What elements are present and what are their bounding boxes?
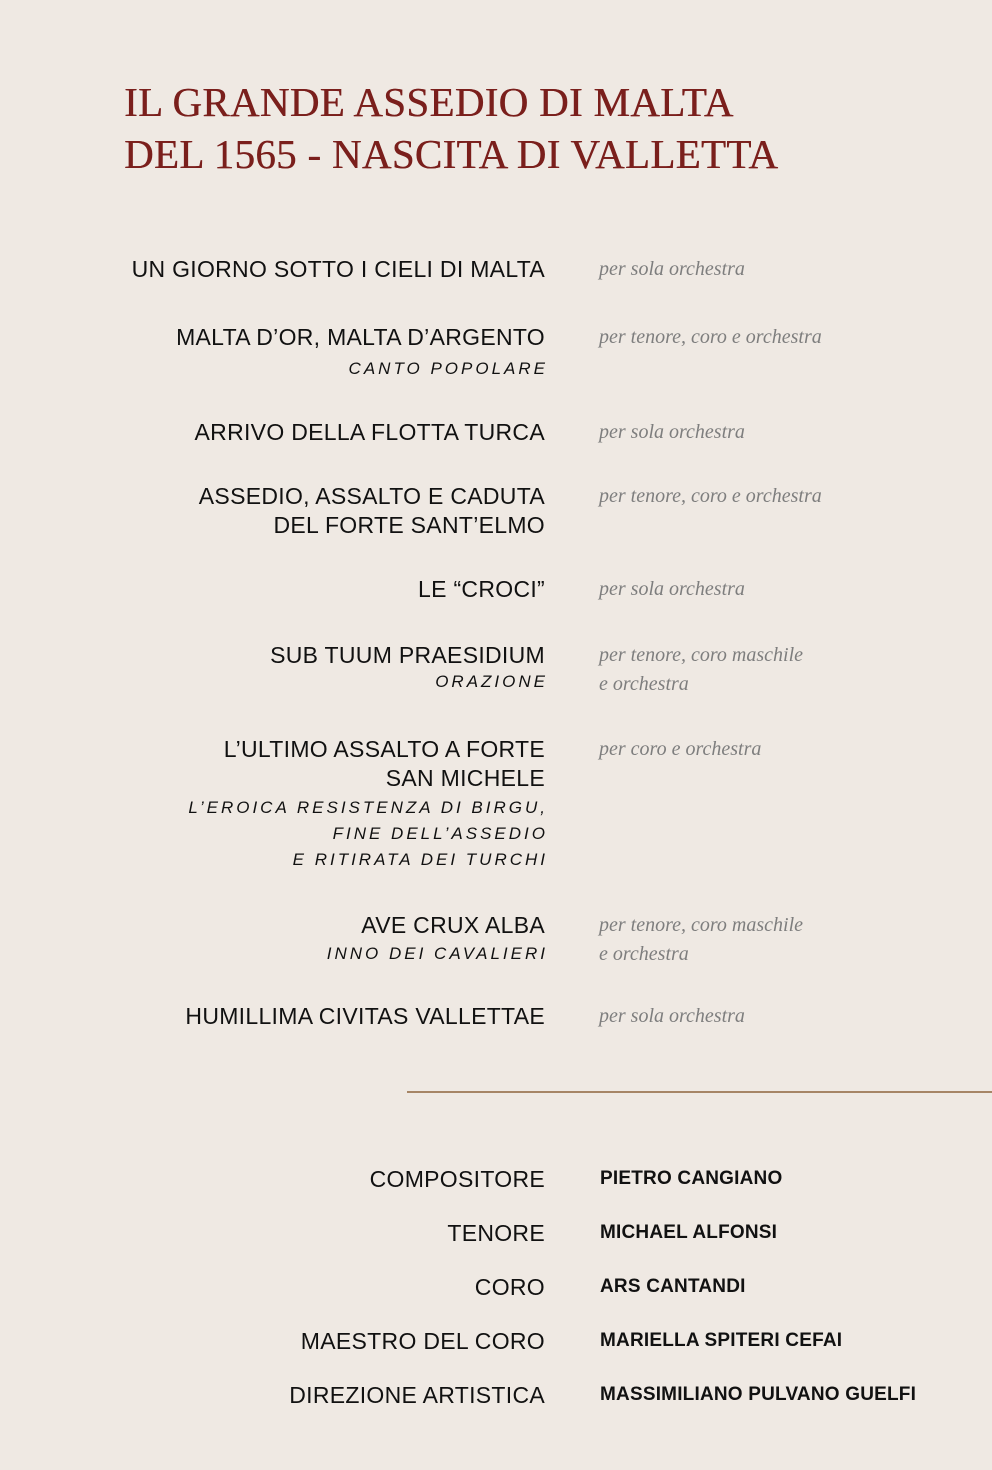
- credit-person: MICHAEL ALFONSI: [600, 1222, 778, 1243]
- piece-subtitle: CANTO POPOLARE: [348, 359, 548, 378]
- instrumentation: per sola orchestra: [599, 421, 745, 443]
- instrumentation: per tenore, coro e orchestra: [599, 326, 822, 348]
- piece-title-line: L’ULTIMO ASSALTO A FORTE: [223, 736, 545, 762]
- piece-subtitle-line: FINE DELL’ASSEDIO: [332, 824, 548, 843]
- piece-title-line: ASSEDIO, ASSALTO E CADUTA: [198, 483, 545, 509]
- section-divider: [407, 1091, 992, 1093]
- piece-title-line: SAN MICHELE: [385, 765, 545, 791]
- credit-person: MARIELLA SPITERI CEFAI: [600, 1330, 843, 1351]
- credit-role: TENORE: [447, 1220, 545, 1246]
- instrumentation: per sola orchestra: [599, 258, 745, 280]
- instrumentation-line: per tenore, coro maschile: [599, 644, 804, 666]
- piece-title: LE “CROCI”: [418, 576, 545, 602]
- credit-person: PIETRO CANGIANO: [600, 1168, 783, 1189]
- title-line-1: IL GRANDE ASSEDIO DI MALTA: [124, 79, 734, 125]
- piece-title: HUMILLIMA CIVITAS VALLETTAE: [185, 1003, 545, 1029]
- piece-title: AVE CRUX ALBA: [361, 912, 545, 938]
- credit-person: MASSIMILIANO PULVANO GUELFI: [600, 1384, 917, 1405]
- instrumentation-line: per tenore, coro maschile: [599, 914, 804, 936]
- credit-role: MAESTRO DEL CORO: [300, 1328, 545, 1354]
- instrumentation-line: e orchestra: [599, 943, 689, 965]
- piece-subtitle: INNO DEI CAVALIERI: [326, 944, 548, 963]
- instrumentation: per sola orchestra: [599, 578, 745, 600]
- credit-role: CORO: [474, 1274, 545, 1300]
- instrumentation: per tenore, coro e orchestra: [599, 485, 822, 507]
- title-line-2: DEL 1565 - NASCITA DI VALLETTA: [124, 131, 779, 177]
- instrumentation: per coro e orchestra: [599, 738, 762, 760]
- credit-role: COMPOSITORE: [369, 1166, 545, 1192]
- credit-role: DIREZIONE ARTISTICA: [289, 1382, 545, 1408]
- piece-title: SUB TUUM PRAESIDIUM: [270, 642, 545, 668]
- piece-title: ARRIVO DELLA FLOTTA TURCA: [194, 419, 545, 445]
- credit-person: ARS CANTANDI: [600, 1276, 746, 1297]
- page-title: [124, 76, 778, 180]
- piece-subtitle: ORAZIONE: [435, 672, 548, 691]
- piece-title: MALTA D’OR, MALTA D’ARGENTO: [176, 324, 545, 350]
- piece-title-line: DEL FORTE SANT’ELMO: [273, 512, 545, 538]
- piece-subtitle-line: E RITIRATA DEI TURCHI: [292, 850, 548, 869]
- instrumentation: per sola orchestra: [599, 1005, 745, 1027]
- instrumentation-line: e orchestra: [599, 673, 689, 695]
- piece-subtitle-line: L’EROICA RESISTENZA DI BIRGU,: [188, 798, 548, 817]
- piece-title: UN GIORNO SOTTO I CIELI DI MALTA: [131, 256, 545, 282]
- instrumentation: [599, 641, 859, 699]
- instrumentation: [599, 911, 859, 969]
